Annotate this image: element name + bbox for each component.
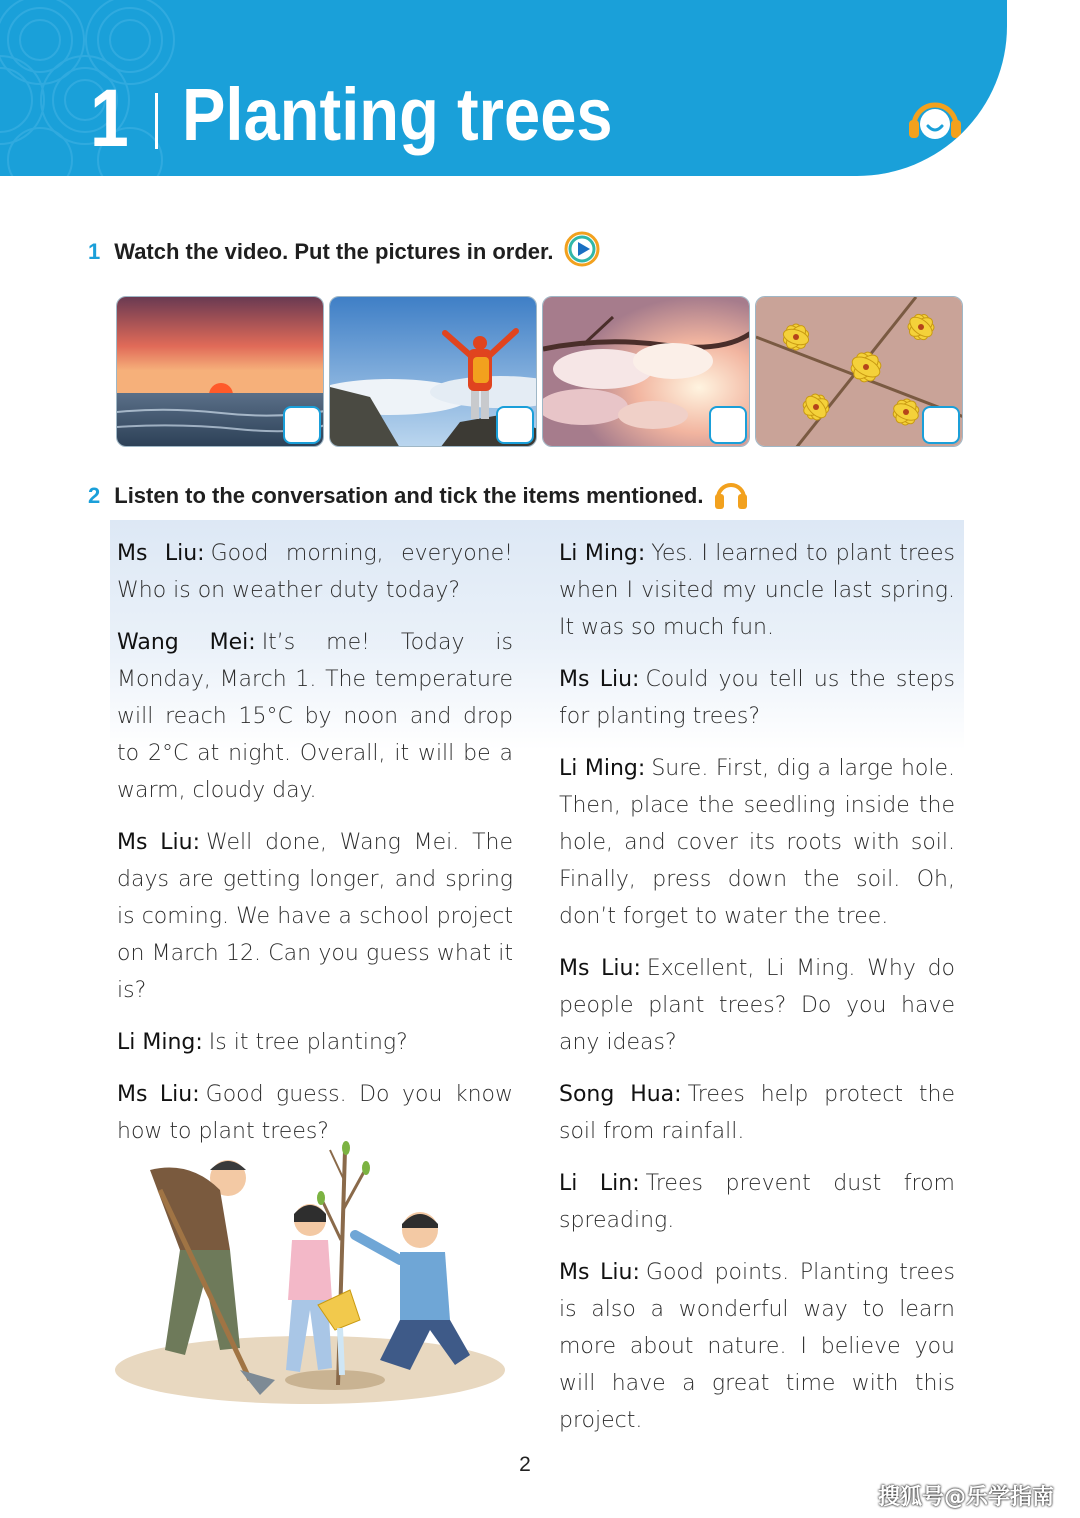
dialogue-line	[559, 950, 955, 1061]
dialogue-line	[117, 535, 513, 609]
video-play-icon[interactable]	[564, 231, 600, 273]
dialogue-text: Well done, Wang Mei. The days are getting longer, and spring is coming. We have a school project on March 12. Can you guess what it is?	[117, 830, 513, 1003]
speaker-name: Li Ming:	[117, 1030, 203, 1055]
order-answer-box[interactable]	[709, 406, 747, 444]
speaker-name: Li Lin:	[559, 1171, 640, 1196]
dialogue-text: Excellent, Li Ming. Why do people plant trees? Do you have any ideas?	[559, 956, 955, 1055]
speaker-name: Ms Liu:	[117, 541, 205, 566]
unit-number: 1	[90, 73, 129, 164]
dialogue-line	[117, 824, 513, 1009]
speaker-name: Wang Mei:	[117, 630, 256, 655]
dialogue-line	[559, 661, 955, 735]
snowy-branches-photo	[542, 296, 750, 447]
dialogue-text: It’s me! Today is Monday, March 1. The temperature will reach 15°C by noon and drop to 2°C at night. Overall, it will be a warm, cloudy day.	[117, 630, 513, 803]
picture-ordering-row	[116, 296, 964, 447]
headphones-icon[interactable]	[713, 476, 749, 516]
dialogue-line	[559, 1076, 955, 1150]
dialogue-line	[559, 535, 955, 646]
dialogue-text: Sure. First, dig a large hole. Then, place the seedling inside the hole, and cover its roots with soil. Finally, press down the soil. Oh, don’t forget to water the tree.	[559, 756, 955, 929]
activity-number: 1	[88, 239, 101, 264]
dialogue-line	[559, 750, 955, 935]
speaker-name: Song Hua:	[559, 1082, 682, 1107]
activity-instruction: Watch the video. Put the pictures in order.	[114, 239, 554, 264]
activity-1-heading	[88, 231, 600, 273]
smiley-headphones-icon[interactable]	[906, 96, 964, 142]
dialogue-text: Good morning, everyone! Who is on weather duty today?	[117, 541, 513, 603]
title-divider	[155, 93, 158, 149]
speaker-name: Ms Liu:	[559, 956, 641, 981]
sunrise-photo	[116, 296, 324, 447]
speaker-name: Ms Liu:	[559, 667, 640, 692]
speaker-name: Ms Liu:	[117, 1082, 200, 1107]
dialogue-line	[559, 1165, 955, 1239]
activity-instruction: Listen to the conversation and tick the items mentioned.	[114, 483, 704, 508]
dialogue-text: Yes. I learned to plant trees when I visited my uncle last spring. It was so much fun.	[559, 541, 955, 640]
dialogue-text: Good points. Planting trees is also a wonderful way to learn more about nature. I believe you will have a great time with this project.	[559, 1260, 955, 1433]
dialogue-line	[117, 1024, 513, 1061]
yellow-flowers-photo	[755, 296, 963, 447]
page-title: Planting trees	[182, 73, 613, 156]
page-number: 2	[519, 1453, 531, 1476]
activity-2-heading	[88, 476, 749, 516]
dialogue-column-right	[559, 535, 955, 1454]
dialogue-text: Trees help protect the soil from rainfall.	[559, 1082, 955, 1144]
order-answer-box[interactable]	[496, 406, 534, 444]
speaker-name: Li Ming:	[559, 541, 646, 566]
dialogue-text: Could you tell us the steps for planting trees?	[559, 667, 955, 729]
unit-header-banner	[0, 0, 1007, 176]
tree-planting-illustration	[110, 1130, 510, 1410]
order-answer-box[interactable]	[922, 406, 960, 444]
dialogue-line	[117, 624, 513, 809]
speaker-name: Li Ming:	[559, 756, 646, 781]
dialogue-text: Trees prevent dust from spreading.	[559, 1171, 955, 1233]
dialogue-text: Good guess. Do you know how to plant trees?	[117, 1082, 513, 1144]
dialogue-column-left	[117, 535, 513, 1165]
activity-number: 2	[88, 483, 101, 508]
speaker-name: Ms Liu:	[117, 830, 201, 855]
speaker-name: Ms Liu:	[559, 1260, 640, 1285]
watermark: 搜狐号@乐学指南	[877, 1485, 1054, 1510]
hiker-photo	[329, 296, 537, 447]
order-answer-box[interactable]	[283, 406, 321, 444]
dialogue-text: Is it tree planting?	[208, 1030, 408, 1055]
dialogue-line	[559, 1254, 955, 1439]
